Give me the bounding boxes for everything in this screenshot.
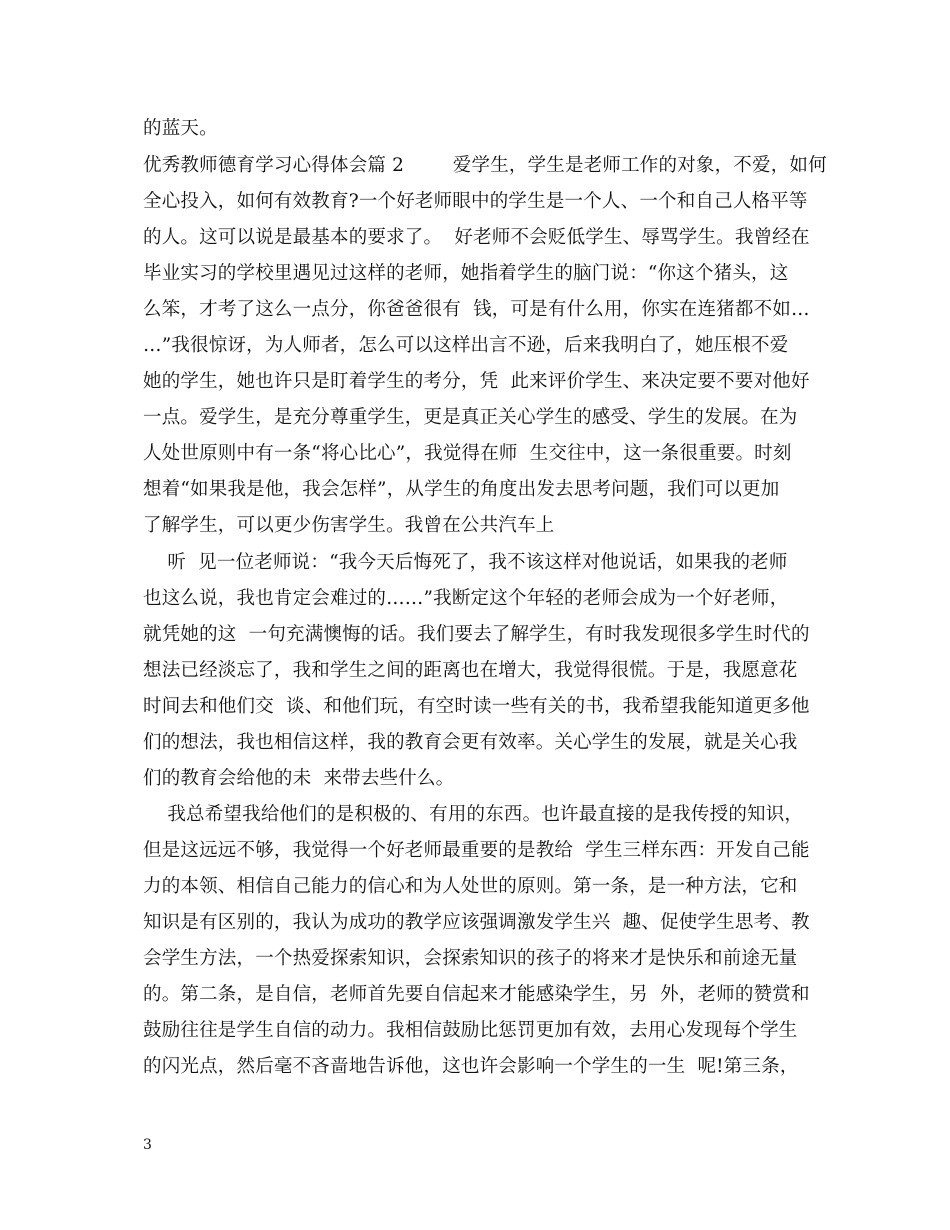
text-line: 鼓励往往是学生自信的动力。我相信鼓励比惩罚更加有效，去用心发现每个学生 [143,1020,798,1041]
text-line: 也这么说，我也肯定会难过的……”我断定这个年轻的老师会成为一个好老师， [143,588,789,609]
text-line: 优秀教师德育学习心得体会篇 2 爱学生，学生是老师工作的对象，不爱，如何 [143,155,827,176]
text-line: 了解学生，可以更少伤害学生。我曾在公共汽车上 [143,515,555,536]
text-line: 们的想法，我也相信这样，我的教育会更有效率。关心学生的发展，就是关心我 [143,732,798,753]
text-line: 的。第二条，是自信，老师首先要自信起来才能感染学生，另 外，老师的赞赏和 [143,984,810,1005]
text-line: 全心投入，如何有效教育?一个好老师眼中的学生是一个人、一个和自己人格平等 [143,191,808,212]
text-line: 的闪光点，然后毫不吝啬地告诉他，这也许会影响一个学生的一生 呢!第三条， [143,1056,799,1077]
text-line: 一点。爱学生，是充分尊重学生，更是真正关心学生的感受、学生的发展。在为 [143,407,798,428]
text-line: 就凭她的这 一句充满懊悔的话。我们要去了解学生，有时我发现很多学生时代的 [143,624,810,645]
text-line: 会学生方法，一个热爱探索知识，会探索知识的孩子的将来才是快乐和前途无量 [143,948,798,969]
text-line: 么笨，才考了这么一点分，你爸爸很有 钱，可是有什么用，你实在连猪都不如… [143,299,810,320]
text-line: 人处世原则中有一条“将心比心”，我觉得在师 生交往中，这一条很重要。时刻 [143,443,792,464]
page-number: 3 [143,1137,152,1153]
text-line: 们的教育会给他的未 来带去些什么。 [143,768,455,789]
text-line: 知识是有区别的，我认为成功的教学应该强调激发学生兴 趣、促使学生思考、教 [143,912,810,933]
text-line: …”我很惊讶，为人师者，怎么可以这样出言不逊，后来我明白了，她压根不爱 [143,335,789,356]
text-line: 但是这远远不够，我觉得一个好老师最重要的是教给 学生三样东西：开发自己能 [143,840,810,861]
text-line: 想着“如果我是他，我会怎样”，从学生的角度出发去思考问题，我们可以更加 [143,479,780,500]
text-line: 听 见一位老师说：“我今天后悔死了，我不该这样对他说话，如果我的老师 [143,552,788,573]
text-line: 的蓝天。 [143,118,218,139]
text-line: 毕业实习的学校里遇见过这样的老师，她指着学生的脑门说：“你这个猪头，这 [143,263,789,284]
text-line: 的人。这可以说是最基本的要求了。 好老师不会贬低学生、辱骂学生。我曾经在 [143,227,810,248]
text-line: 时间去和他们交 谈、和他们玩，有空时读一些有关的书，我希望我能知道更多他 [143,696,810,717]
text-line: 她的学生，她也许只是盯着学生的考分，凭 此来评价学生、来决定要不要对他好 [143,371,810,392]
text-line: 想法已经淡忘了，我和学生之间的距离也在增大，我觉得很慌。于是，我愿意花 [143,660,798,681]
text-line: 我总希望我给他们的是积极的、有用的东西。也许最直接的是我传授的知识， [143,804,804,825]
text-line: 力的本领、相信自己能力的信心和为人处世的原则。第一条，是一种方法，它和 [143,876,798,897]
